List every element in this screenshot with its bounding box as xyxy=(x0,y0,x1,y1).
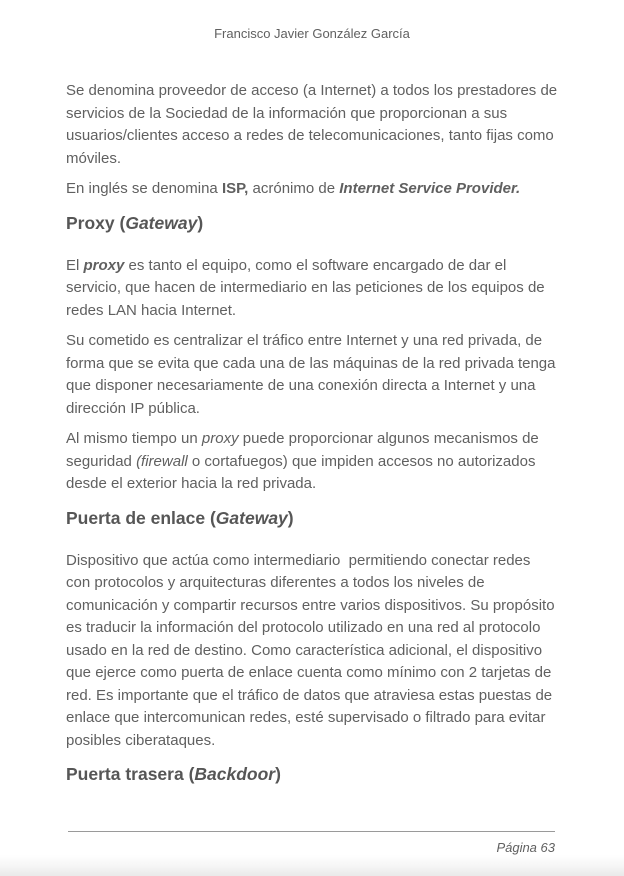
text-run-bi: Gateway xyxy=(215,507,288,528)
text-run: o cortafuegos) que impiden accesos no autorizados desde el exterior hacia la red privada. xyxy=(66,452,540,492)
paragraph-isp-acronym xyxy=(66,178,558,201)
text-run-bi: Gateway xyxy=(125,212,198,233)
text-run: es tanto el equipo, como el software encargado de dar el servicio, que hacen de intermediario en las peticiones de los equipos de redes LAN hacia Internet. xyxy=(66,256,549,319)
text-run: acrónimo de xyxy=(248,180,340,197)
text-run-bi: proxy xyxy=(83,256,125,274)
paragraph-proxy-security xyxy=(66,428,558,496)
section-heading-puerta-de-enlace xyxy=(66,508,558,529)
section-heading-puerta-trasera xyxy=(66,764,558,785)
page-header-author: Francisco Javier González García xyxy=(214,26,410,41)
text-run-i: proxy xyxy=(201,430,239,447)
text-run-b: ) xyxy=(197,212,204,233)
text-run: En inglés se denomina xyxy=(66,180,222,197)
paragraph-isp-definition xyxy=(66,80,562,170)
text-run: Su cometido es centralizar el tráfico entre Internet y una red privada, de forma que se evita que cada una de las máquinas de la red privada tenga que disponer necesariamente de una conexión directa a Internet y una dirección IP pública. xyxy=(66,332,560,417)
text-run-b: ) xyxy=(287,507,294,528)
text-run-b: Puerta trasera ( xyxy=(66,764,195,784)
text-run: Al mismo tiempo un xyxy=(66,430,202,447)
text-run-b: ) xyxy=(275,764,281,784)
text-run: El xyxy=(66,256,84,274)
footer-divider xyxy=(68,831,555,832)
text-run-i: (firewall xyxy=(136,452,188,470)
text-run-b: Puerta de enlace ( xyxy=(66,507,216,528)
text-run-b: Proxy ( xyxy=(66,212,126,233)
text-run-bi: Backdoor xyxy=(194,764,276,784)
text-run: Dispositivo que actúa como intermediario permitiendo conectar redes con protocolos y arquitecturas diferentes a todos los niveles de comunicación y compartir recursos entre varios dispositivos. Su propósito es traducir la información del protocolo utilizado en una red al protocolo usado en la red de destino. Como característica adicional, el dispositivo que ejerce como puerta de enlace cuenta como mínimo con 2 tarjetas de red. Es importante que el tráfico de datos que atraviesa estas puestas de enlace que intercomunican redes, esté supervisado o filtrado para evitar posibles ciberataques. xyxy=(66,551,559,749)
paragraph-gateway-definition xyxy=(66,550,558,753)
paragraph-proxy-definition xyxy=(66,255,558,323)
document-content xyxy=(66,80,562,785)
text-run: puede proporcionar algunos mecanismos de seguridad xyxy=(66,430,543,470)
section-heading-proxy xyxy=(66,213,558,234)
text-run-bi: Internet Service Provider. xyxy=(339,180,521,197)
text-run-b: ISP, xyxy=(221,180,249,197)
page-number: Página 63 xyxy=(496,840,555,855)
paragraph-proxy-purpose xyxy=(66,330,558,420)
page-bottom-edge xyxy=(0,855,624,876)
text-run: Se denomina proveedor de acceso (a Internet) a todos los prestadores de servicios de la Sociedad de la información que proporcionan a sus usuarios/clientes acceso a redes de telecomunicaciones, tanto fijas como móviles. xyxy=(66,82,562,167)
